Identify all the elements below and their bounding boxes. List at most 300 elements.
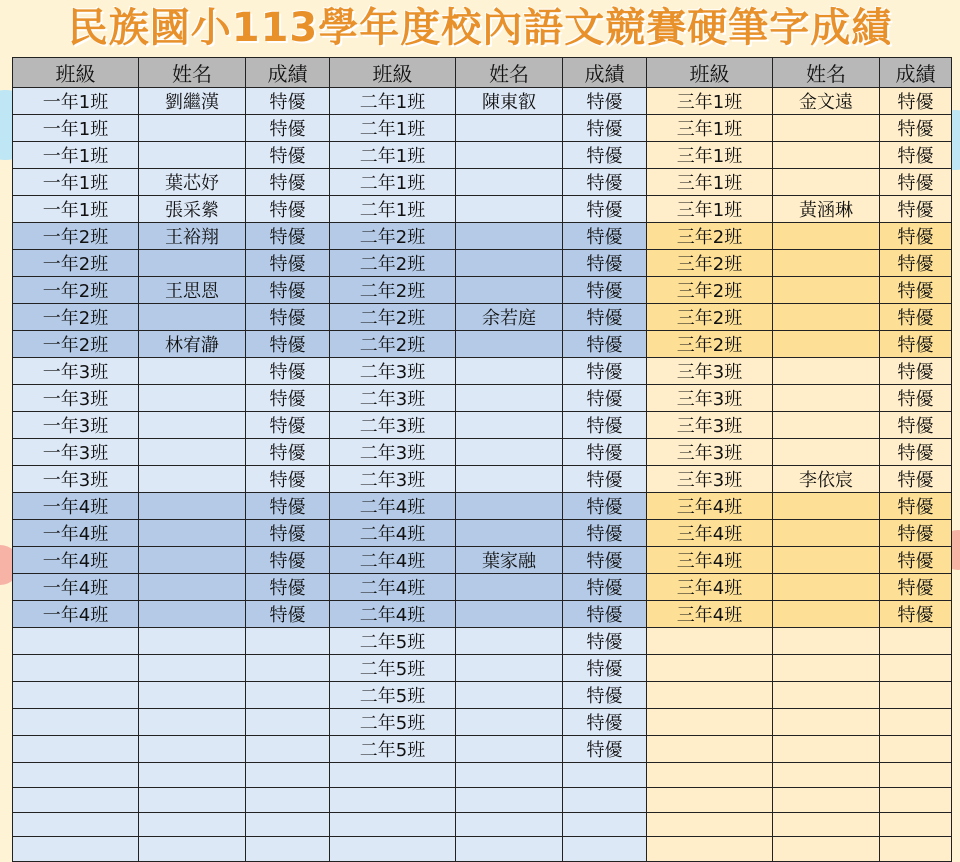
name-cell (773, 574, 880, 601)
name-cell: 黃涵琳 (773, 196, 880, 223)
class-cell: 二年3班 (330, 385, 456, 412)
name-cell (139, 601, 246, 628)
class-cell: 二年3班 (330, 412, 456, 439)
class-cell: 三年3班 (647, 412, 773, 439)
name-cell: 王思恩 (139, 277, 246, 304)
class-cell: 三年2班 (647, 223, 773, 250)
class-cell: 三年3班 (647, 385, 773, 412)
name-cell (773, 439, 880, 466)
name-cell (773, 628, 880, 655)
grade-cell: 特優 (246, 196, 330, 223)
name-cell (773, 277, 880, 304)
class-cell (13, 736, 139, 763)
class-cell: 三年2班 (647, 250, 773, 277)
grade-cell: 特優 (880, 88, 952, 115)
class-cell: 三年2班 (647, 331, 773, 358)
grade-cell: 特優 (563, 439, 647, 466)
grade-cell: 特優 (880, 601, 952, 628)
class-cell: 一年4班 (13, 493, 139, 520)
name-cell (773, 115, 880, 142)
name-cell (773, 169, 880, 196)
grade-cell: 特優 (563, 574, 647, 601)
class-cell: 二年4班 (330, 493, 456, 520)
grade-cell (880, 763, 952, 788)
grade-cell: 特優 (880, 304, 952, 331)
grade-cell (563, 837, 647, 862)
class-cell (13, 787, 139, 812)
table-row (13, 358, 952, 385)
name-cell: 林宥瀞 (139, 331, 246, 358)
class-cell (647, 787, 773, 812)
grade-cell (246, 709, 330, 736)
name-cell: 劉繼漢 (139, 88, 246, 115)
name-cell (456, 787, 563, 812)
grade-cell: 特優 (563, 736, 647, 763)
class-cell: 二年4班 (330, 601, 456, 628)
class-cell: 一年2班 (13, 304, 139, 331)
class-cell (13, 682, 139, 709)
name-cell (456, 763, 563, 788)
class-cell (13, 812, 139, 837)
class-cell: 一年4班 (13, 520, 139, 547)
grade-cell: 特優 (563, 250, 647, 277)
name-cell (139, 520, 246, 547)
name-cell (456, 520, 563, 547)
grade-cell: 特優 (563, 331, 647, 358)
name-cell (456, 812, 563, 837)
table-row (13, 628, 952, 655)
grade-cell: 特優 (880, 412, 952, 439)
class-cell (13, 655, 139, 682)
table-row (13, 331, 952, 358)
table-row (13, 466, 952, 493)
grade-cell: 特優 (880, 142, 952, 169)
name-cell (773, 304, 880, 331)
grade-cell: 特優 (880, 439, 952, 466)
class-cell: 一年2班 (13, 250, 139, 277)
class-cell: 三年4班 (647, 493, 773, 520)
class-cell: 三年1班 (647, 88, 773, 115)
grade-cell: 特優 (880, 574, 952, 601)
class-cell: 二年5班 (330, 709, 456, 736)
header-class: 班級 (647, 58, 773, 88)
grade-cell: 特優 (563, 277, 647, 304)
table-row (13, 439, 952, 466)
name-cell (139, 709, 246, 736)
name-cell (773, 601, 880, 628)
grade-cell (246, 787, 330, 812)
class-cell: 一年3班 (13, 466, 139, 493)
grade-cell: 特優 (246, 493, 330, 520)
grade-cell: 特優 (563, 493, 647, 520)
grade-cell: 特優 (563, 547, 647, 574)
name-cell (456, 736, 563, 763)
table-row (13, 837, 952, 862)
class-cell (13, 763, 139, 788)
class-cell: 一年2班 (13, 277, 139, 304)
name-cell (139, 547, 246, 574)
name-cell (139, 115, 246, 142)
grade-cell: 特優 (880, 466, 952, 493)
name-cell: 金文遠 (773, 88, 880, 115)
name-cell (456, 196, 563, 223)
name-cell (456, 682, 563, 709)
name-cell (456, 358, 563, 385)
class-cell: 二年5班 (330, 628, 456, 655)
grade-cell: 特優 (246, 520, 330, 547)
grade-cell: 特優 (246, 250, 330, 277)
name-cell (456, 277, 563, 304)
name-cell (456, 601, 563, 628)
grade-cell (246, 628, 330, 655)
name-cell (139, 812, 246, 837)
header-name: 姓名 (773, 58, 880, 88)
table-row (13, 763, 952, 788)
grade-cell (880, 655, 952, 682)
table-row (13, 655, 952, 682)
grade-cell (563, 763, 647, 788)
class-cell: 二年2班 (330, 277, 456, 304)
table-row (13, 736, 952, 763)
class-cell (330, 763, 456, 788)
name-cell (139, 837, 246, 862)
grade-cell (246, 837, 330, 862)
class-cell (647, 655, 773, 682)
header-name: 姓名 (456, 58, 563, 88)
name-cell (139, 304, 246, 331)
grade-cell (246, 812, 330, 837)
table-row (13, 115, 952, 142)
table-row (13, 169, 952, 196)
class-cell: 三年3班 (647, 358, 773, 385)
header-grade: 成績 (563, 58, 647, 88)
grade-cell: 特優 (880, 277, 952, 304)
class-cell: 二年4班 (330, 574, 456, 601)
grade-cell: 特優 (246, 547, 330, 574)
name-cell (773, 655, 880, 682)
grade-cell: 特優 (880, 250, 952, 277)
grade-cell: 特優 (246, 169, 330, 196)
grade-cell: 特優 (563, 88, 647, 115)
grade-cell: 特優 (563, 709, 647, 736)
name-cell: 李依宸 (773, 466, 880, 493)
grade-cell (880, 628, 952, 655)
grade-cell (246, 763, 330, 788)
table-row (13, 412, 952, 439)
class-cell: 三年2班 (647, 277, 773, 304)
name-cell (773, 412, 880, 439)
class-cell: 三年1班 (647, 115, 773, 142)
table-row (13, 250, 952, 277)
header-name: 姓名 (139, 58, 246, 88)
class-cell: 二年2班 (330, 331, 456, 358)
class-cell: 一年3班 (13, 358, 139, 385)
grade-cell (880, 837, 952, 862)
grade-cell: 特優 (246, 439, 330, 466)
grade-cell: 特優 (246, 277, 330, 304)
class-cell (13, 628, 139, 655)
name-cell (773, 331, 880, 358)
class-cell: 二年1班 (330, 196, 456, 223)
grade-cell: 特優 (563, 358, 647, 385)
name-cell (456, 574, 563, 601)
table-row (13, 520, 952, 547)
class-cell: 一年4班 (13, 601, 139, 628)
name-cell (456, 837, 563, 862)
name-cell (139, 682, 246, 709)
grade-cell: 特優 (246, 574, 330, 601)
class-cell: 二年5班 (330, 655, 456, 682)
table-row (13, 142, 952, 169)
table-row (13, 304, 952, 331)
grade-cell: 特優 (880, 331, 952, 358)
name-cell (456, 709, 563, 736)
class-cell: 二年3班 (330, 358, 456, 385)
name-cell (456, 169, 563, 196)
grade-cell (246, 655, 330, 682)
grade-cell: 特優 (246, 601, 330, 628)
class-cell (13, 709, 139, 736)
name-cell (139, 358, 246, 385)
name-cell (773, 385, 880, 412)
class-cell: 一年4班 (13, 574, 139, 601)
grade-cell: 特優 (246, 385, 330, 412)
name-cell (773, 493, 880, 520)
class-cell: 二年2班 (330, 223, 456, 250)
name-cell (139, 763, 246, 788)
class-cell: 三年4班 (647, 520, 773, 547)
grade-cell: 特優 (563, 466, 647, 493)
class-cell: 二年5班 (330, 682, 456, 709)
name-cell: 陳東叡 (456, 88, 563, 115)
grade-cell: 特優 (563, 115, 647, 142)
name-cell (139, 439, 246, 466)
grade-cell: 特優 (563, 520, 647, 547)
class-cell: 二年1班 (330, 115, 456, 142)
name-cell (139, 385, 246, 412)
name-cell (139, 466, 246, 493)
results-table (12, 57, 952, 862)
name-cell (773, 812, 880, 837)
name-cell (456, 223, 563, 250)
table-row (13, 812, 952, 837)
grade-cell: 特優 (246, 142, 330, 169)
class-cell: 一年1班 (13, 169, 139, 196)
class-cell: 二年5班 (330, 736, 456, 763)
name-cell: 張采縈 (139, 196, 246, 223)
grade-cell: 特優 (880, 493, 952, 520)
page-title: 民族國小113學年度校內語文競賽硬筆字成績 (67, 5, 893, 51)
class-cell: 一年1班 (13, 115, 139, 142)
grade-cell: 特優 (563, 304, 647, 331)
name-cell (773, 787, 880, 812)
name-cell (773, 358, 880, 385)
header-class: 班級 (330, 58, 456, 88)
class-cell (330, 837, 456, 862)
grade-cell: 特優 (563, 682, 647, 709)
grade-cell: 特優 (246, 466, 330, 493)
table-row (13, 223, 952, 250)
grade-cell: 特優 (880, 196, 952, 223)
name-cell (773, 547, 880, 574)
name-cell (456, 385, 563, 412)
table-row (13, 574, 952, 601)
table-row (13, 385, 952, 412)
grade-cell (246, 682, 330, 709)
name-cell (456, 142, 563, 169)
name-cell (139, 250, 246, 277)
grade-cell: 特優 (563, 601, 647, 628)
name-cell (773, 520, 880, 547)
class-cell (330, 812, 456, 837)
table-row (13, 601, 952, 628)
class-cell: 一年4班 (13, 547, 139, 574)
class-cell: 一年1班 (13, 142, 139, 169)
grade-cell: 特優 (563, 223, 647, 250)
grade-cell (880, 787, 952, 812)
name-cell (773, 682, 880, 709)
class-cell: 三年3班 (647, 466, 773, 493)
class-cell: 一年3班 (13, 412, 139, 439)
grade-cell (246, 736, 330, 763)
class-cell: 三年4班 (647, 601, 773, 628)
class-cell: 一年2班 (13, 331, 139, 358)
name-cell (773, 837, 880, 862)
results-body (13, 88, 952, 862)
name-cell (773, 223, 880, 250)
table-row (13, 196, 952, 223)
grade-cell: 特優 (563, 655, 647, 682)
grade-cell: 特優 (246, 88, 330, 115)
name-cell (456, 466, 563, 493)
name-cell (139, 655, 246, 682)
class-cell (647, 837, 773, 862)
table-row (13, 88, 952, 115)
table-row (13, 277, 952, 304)
class-cell: 二年2班 (330, 250, 456, 277)
grade-cell: 特優 (246, 412, 330, 439)
name-cell (139, 412, 246, 439)
grade-cell: 特優 (246, 223, 330, 250)
class-cell: 一年3班 (13, 439, 139, 466)
grade-cell: 特優 (880, 385, 952, 412)
name-cell (456, 655, 563, 682)
name-cell (139, 574, 246, 601)
class-cell: 二年3班 (330, 466, 456, 493)
name-cell (139, 628, 246, 655)
grade-cell: 特優 (563, 169, 647, 196)
name-cell (773, 250, 880, 277)
grade-cell: 特優 (880, 223, 952, 250)
class-cell: 一年3班 (13, 385, 139, 412)
class-cell: 二年4班 (330, 547, 456, 574)
class-cell: 二年4班 (330, 520, 456, 547)
class-cell (647, 709, 773, 736)
name-cell (773, 763, 880, 788)
header-grade: 成績 (246, 58, 330, 88)
grade-cell: 特優 (563, 628, 647, 655)
grade-cell (880, 682, 952, 709)
name-cell (139, 493, 246, 520)
table-row (13, 709, 952, 736)
grade-cell: 特優 (246, 331, 330, 358)
class-cell: 三年1班 (647, 169, 773, 196)
grade-cell (563, 812, 647, 837)
grade-cell (880, 812, 952, 837)
grade-cell: 特優 (246, 358, 330, 385)
grade-cell (880, 709, 952, 736)
class-cell (647, 682, 773, 709)
grade-cell: 特優 (880, 169, 952, 196)
grade-cell: 特優 (246, 304, 330, 331)
name-cell (139, 787, 246, 812)
name-cell (456, 628, 563, 655)
class-cell (647, 736, 773, 763)
grade-cell: 特優 (880, 358, 952, 385)
class-cell: 三年1班 (647, 142, 773, 169)
name-cell (456, 331, 563, 358)
name-cell: 王裕翔 (139, 223, 246, 250)
class-cell (647, 763, 773, 788)
grade-cell (563, 787, 647, 812)
grade-cell: 特優 (880, 520, 952, 547)
name-cell (773, 142, 880, 169)
class-cell: 二年3班 (330, 439, 456, 466)
grade-cell: 特優 (880, 115, 952, 142)
table-row (13, 547, 952, 574)
name-cell (456, 493, 563, 520)
class-cell: 一年1班 (13, 196, 139, 223)
name-cell: 葉芯妤 (139, 169, 246, 196)
name-cell (456, 439, 563, 466)
class-cell: 三年4班 (647, 547, 773, 574)
grade-cell: 特優 (563, 412, 647, 439)
header-grade: 成績 (880, 58, 952, 88)
class-cell (647, 812, 773, 837)
name-cell: 葉家融 (456, 547, 563, 574)
name-cell: 余若庭 (456, 304, 563, 331)
class-cell: 三年1班 (647, 196, 773, 223)
grade-cell (880, 736, 952, 763)
class-cell: 二年1班 (330, 169, 456, 196)
grade-cell: 特優 (880, 547, 952, 574)
header-class: 班級 (13, 58, 139, 88)
name-cell (456, 115, 563, 142)
name-cell (456, 412, 563, 439)
name-cell (773, 709, 880, 736)
table-row (13, 493, 952, 520)
name-cell (139, 142, 246, 169)
name-cell (773, 736, 880, 763)
table-row (13, 682, 952, 709)
class-cell: 三年4班 (647, 574, 773, 601)
class-cell (13, 837, 139, 862)
class-cell: 一年2班 (13, 223, 139, 250)
grade-cell: 特優 (246, 115, 330, 142)
grade-cell: 特優 (563, 385, 647, 412)
class-cell: 二年1班 (330, 88, 456, 115)
class-cell (647, 628, 773, 655)
table-row (13, 787, 952, 812)
name-cell (456, 250, 563, 277)
class-cell (330, 787, 456, 812)
name-cell (139, 736, 246, 763)
grade-cell: 特優 (563, 196, 647, 223)
grade-cell: 特優 (563, 142, 647, 169)
class-cell: 三年2班 (647, 304, 773, 331)
class-cell: 二年1班 (330, 142, 456, 169)
class-cell: 三年3班 (647, 439, 773, 466)
